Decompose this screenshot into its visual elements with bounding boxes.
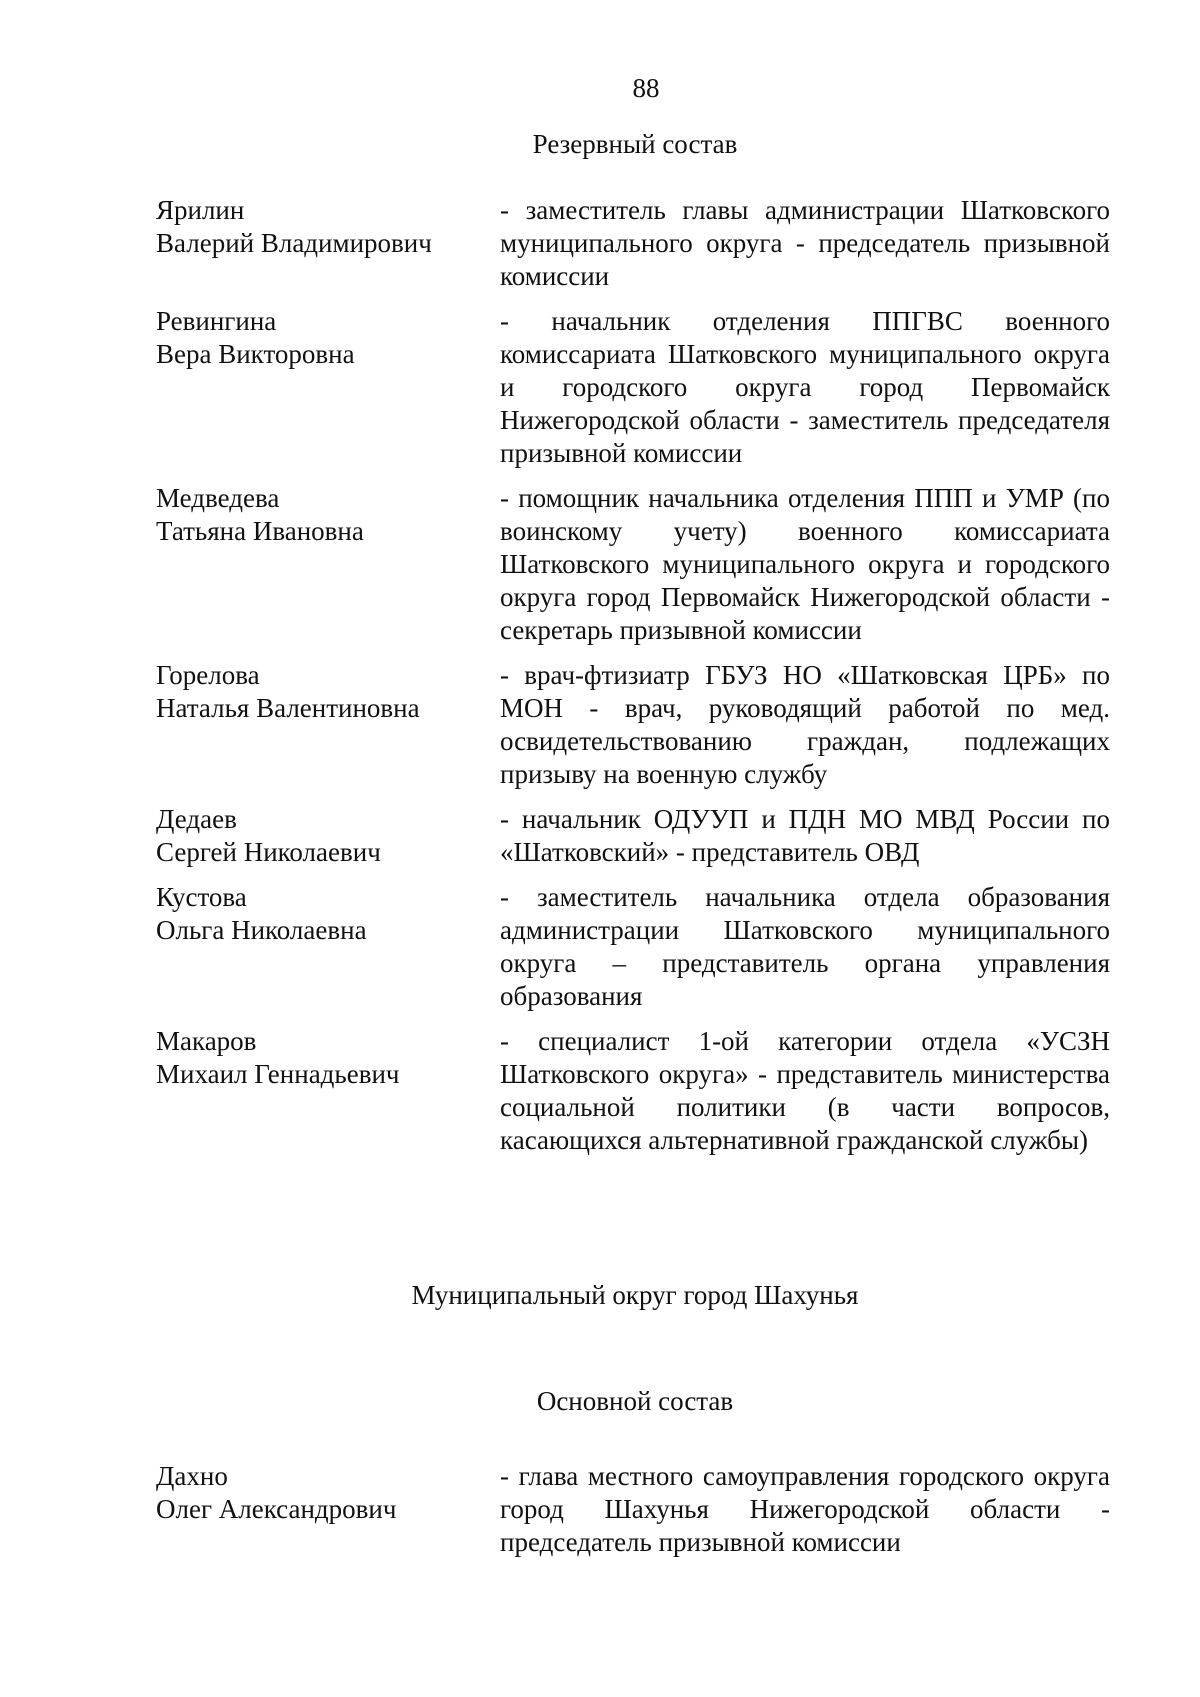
member-name xyxy=(156,803,500,869)
member-given-names: Валерий Владимирович xyxy=(156,228,432,258)
member-role: - начальник ОДУУП и ПДН МО МВД России по «Шатковский» - представитель ОВД xyxy=(500,804,1110,867)
member-entry xyxy=(156,1025,1110,1157)
member-surname: Горелова xyxy=(156,660,260,690)
member-surname: Ярилин xyxy=(156,195,245,225)
member-role: - начальник отделения ППГВС военного комиссариата Шатковского муниципального округа и городского округа город Первомайск Нижегородской области - заместитель председателя призывной комиссии xyxy=(500,306,1110,468)
section-heading-reserve: Резервный состав xyxy=(532,129,738,159)
member-role: - врач-фтизиатр ГБУЗ НО «Шатковская ЦРБ» по МОН - врач, руководящий работой по мед. освидетельствованию граждан, подлежащих призыву на военную службу xyxy=(500,660,1110,789)
member-entry xyxy=(156,881,1110,1013)
member-surname: Ревингина xyxy=(156,306,277,336)
member-surname: Дахно xyxy=(156,1461,228,1491)
member-role: - глава местного самоуправления городского округа город Шахунья Нижегородской области - председатель призывной комиссии xyxy=(500,1461,1110,1557)
member-role: - заместитель главы администрации Шатковского муниципального округа - председатель призывной комиссии xyxy=(500,195,1110,291)
member-entry xyxy=(156,482,1110,647)
member-name xyxy=(156,1025,500,1157)
member-given-names: Михаил Геннадьевич xyxy=(156,1059,400,1089)
member-surname: Медведева xyxy=(156,483,280,513)
member-name xyxy=(156,305,500,470)
member-entry xyxy=(156,659,1110,791)
member-entry xyxy=(156,1460,1110,1559)
member-name xyxy=(156,194,500,293)
member-name xyxy=(156,1460,500,1559)
member-role: - помощник начальника отделения ППП и УМР (по воинскому учету) военного комиссариата Шатковского муниципального округа и городского округа город Первомайск Нижегородской области - секретарь призывной комиссии xyxy=(500,483,1110,645)
member-name xyxy=(156,659,500,791)
member-given-names: Татьяна Ивановна xyxy=(156,516,364,546)
member-given-names: Вера Викторовна xyxy=(156,339,355,369)
member-given-names: Ольга Николаевна xyxy=(156,915,367,945)
section-heading-main: Основной состав xyxy=(536,1386,734,1416)
reserve-member-list xyxy=(156,194,1110,1169)
member-given-names: Олег Александрович xyxy=(156,1494,397,1524)
member-name xyxy=(156,482,500,647)
member-role: - специалист 1-ой категории отдела «УСЗН Шатковского округа» - представитель министерства социальной политики (в части вопросов, касающихся альтернативной гражданской службы) xyxy=(500,1026,1110,1155)
district-heading: Муниципальный округ город Шахунья xyxy=(411,1280,859,1310)
member-given-names: Наталья Валентиновна xyxy=(156,693,420,723)
member-entry xyxy=(156,803,1110,869)
member-role: - заместитель начальника отдела образования администрации Шатковского муниципального округа – представитель органа управления образования xyxy=(500,882,1110,1011)
member-entry xyxy=(156,194,1110,293)
main-member-list xyxy=(156,1460,1110,1571)
member-entry xyxy=(156,305,1110,470)
member-surname: Кустова xyxy=(156,882,247,912)
member-surname: Дедаев xyxy=(156,804,237,834)
member-name xyxy=(156,881,500,1013)
member-surname: Макаров xyxy=(156,1026,257,1056)
page-number: 88 xyxy=(632,73,660,103)
member-given-names: Сергей Николаевич xyxy=(156,837,381,867)
